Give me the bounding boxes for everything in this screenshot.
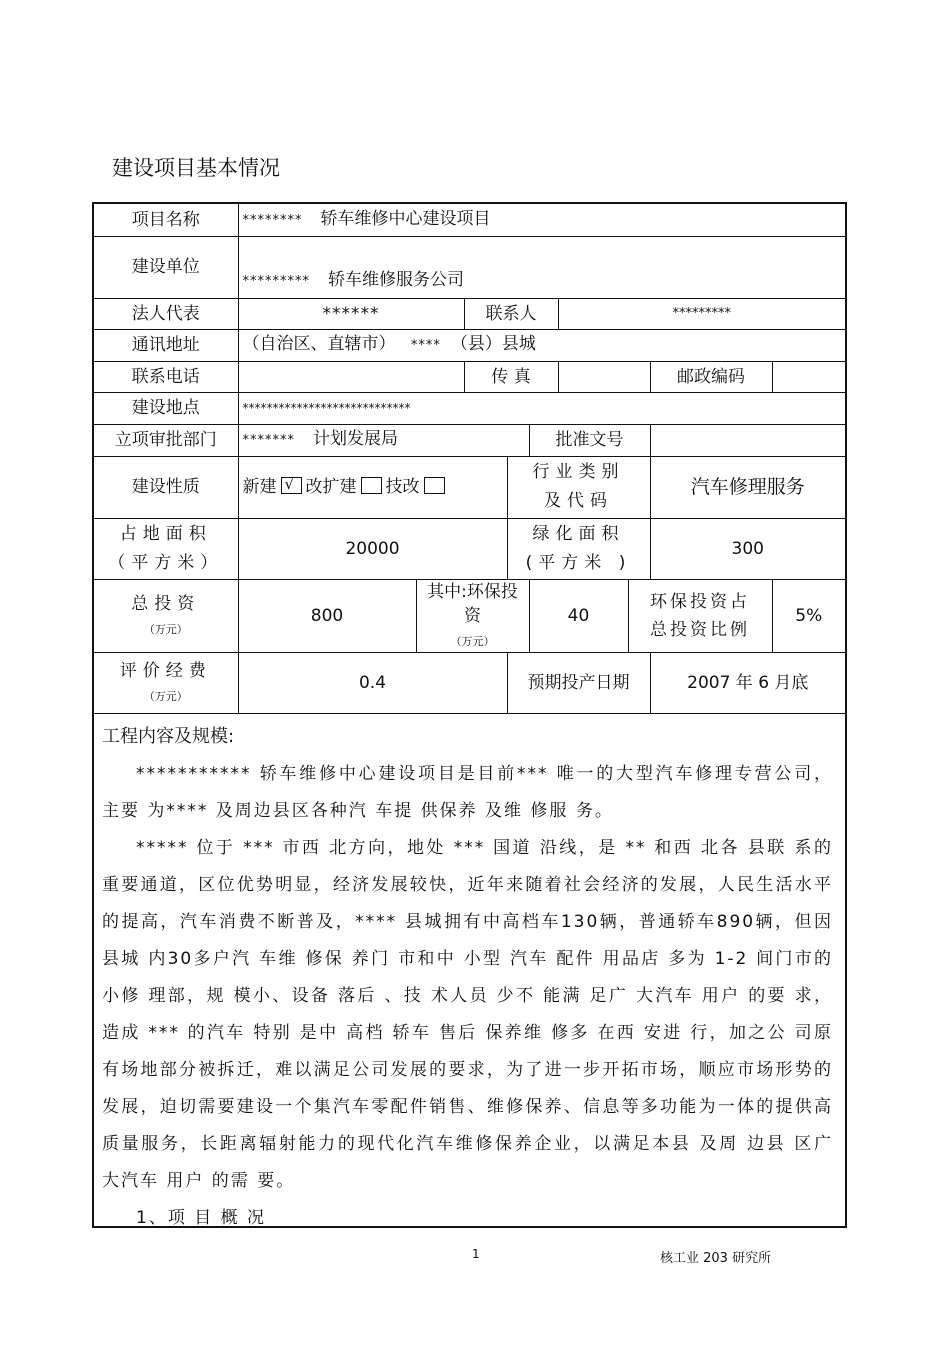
env-invest-label: 其中:环保投资 （万元）: [416, 579, 529, 652]
green-label: 绿化面积 (平方米 ): [507, 518, 650, 579]
contact-value: *********: [558, 298, 845, 329]
page-number: 1: [472, 1247, 480, 1261]
env-invest-value: 40: [529, 579, 628, 652]
row-eval-fee: [94, 652, 845, 713]
approval-dept-label: 立项审批部门: [94, 424, 238, 456]
row-address: [94, 329, 845, 361]
basic-info-table: [94, 204, 845, 714]
prod-date-label: 预期投产日期: [507, 652, 650, 713]
fax-value: [558, 361, 650, 392]
nature-tech-checkbox[interactable]: [424, 477, 445, 494]
eval-fee-value: 0.4: [238, 652, 507, 713]
content-paragraph: *********** 轿车维修中心建设项目是目前*** 唯一的大型汽车修理专营公司， 主要 为**** 及周边县区各种汽 车提 供保养 及维 修服 务。: [102, 763, 833, 821]
env-ratio-label: 环保投资占 总投资比例: [628, 579, 772, 652]
env-ratio-value: 5%: [772, 579, 845, 652]
eval-fee-label: 评价经费 （万元）: [94, 652, 238, 713]
address-label: 通讯地址: [94, 329, 238, 361]
content-paragraph: ***** 位于 *** 市西 北方向，地处 *** 国道 沿线，是 ** 和西 北各 县联 系的 重要通道，区位优势明显，经济发展较快，近年来随着社会经济的发展，人民生活水平的提高，汽车消费不断普及，**** 县城拥有中高档车130辆，普通轿车890辆，但因 县城 内30多户汽 车维 修保 养门 市和中 小型 汽车 配件 用品店 多为 1-2 间门市的 小修 理部，规 模小、设备 落后 、技 术人员 少不 能满 足广 大汽车 用户 的要 求，造成 *** 的汽车 特别 是中 高档 轿车 售后 保养维 修多 在西 安进 行，加之公 司原 有场地部分被拆迁，难以满足公司发展的要求，为了进一步开拓市场，顺应市场形势的发展，迫切需要建设一个集汽车零配件销售、维修保养、信息等多功能为一体的提供高质量服务，长距离辐射能力的现代化汽车维修保养企业，以满足本县 及周 边县 区广 大汽车 用户 的需 要。: [102, 837, 833, 1191]
green-value: 300: [650, 518, 845, 579]
project-content: [94, 714, 845, 1237]
prod-date-value: 2007 年 6 月底: [650, 652, 845, 713]
nature-tech-label: 技改: [385, 477, 420, 497]
page-title: 建设项目基本情况: [112, 156, 280, 180]
legal-rep-value: ******: [238, 298, 464, 329]
contact-label: 联系人: [464, 298, 558, 329]
nature-new-checkbox[interactable]: [281, 477, 302, 494]
nature-expand-checkbox[interactable]: [361, 477, 382, 494]
industry-value: 汽车修理服务: [650, 456, 845, 518]
address-value: （自治区、直辖市） **** （县）县城: [238, 329, 845, 361]
nature-options: [238, 456, 507, 518]
row-nature: [94, 456, 845, 518]
unit-value: ********* 轿车维修服务公司: [238, 236, 845, 298]
row-investment: [94, 579, 845, 652]
invest-label: 总投资 （万元）: [94, 579, 238, 652]
project-name-label: 项目名称: [94, 204, 238, 236]
site-label: 建设地点: [94, 392, 238, 424]
fax-label: 传 真: [464, 361, 558, 392]
nature-expand-label: 改扩建: [305, 477, 357, 497]
site-value: ****************************: [238, 392, 845, 424]
check-icon: √: [284, 475, 295, 493]
row-site: [94, 392, 845, 424]
nature-new-label: 新建: [242, 477, 277, 497]
unit-label: 建设单位: [94, 236, 238, 298]
row-area: [94, 518, 845, 579]
postcode-value: [772, 361, 845, 392]
approval-no-label: 批准文号: [529, 424, 650, 456]
approval-no-value: [650, 424, 845, 456]
area-value: 20000: [238, 518, 507, 579]
project-form: [92, 202, 847, 1228]
nature-label: 建设性质: [94, 456, 238, 518]
row-construction-unit: [94, 236, 845, 298]
approval-dept-value: ******* 计划发展局: [238, 424, 529, 456]
project-name-value: ******** 轿车维修中心建设项目: [238, 204, 845, 236]
content-heading: 工程内容及规模:: [102, 725, 235, 747]
legal-rep-label: 法人代表: [94, 298, 238, 329]
row-legal-rep: [94, 298, 845, 329]
area-label: 占地面积 （平方米）: [94, 518, 238, 579]
invest-value: 800: [238, 579, 416, 652]
postcode-label: 邮政编码: [650, 361, 772, 392]
industry-label: 行业类别 及代码: [507, 456, 650, 518]
row-project-name: [94, 204, 845, 236]
footer-organization: 核工业 203 研究所: [660, 1251, 772, 1266]
phone-label: 联系电话: [94, 361, 238, 392]
row-approval: [94, 424, 845, 456]
phone-value: [238, 361, 464, 392]
content-subheading: 1、项 目 概 况: [136, 1207, 267, 1228]
row-phone: [94, 361, 845, 392]
